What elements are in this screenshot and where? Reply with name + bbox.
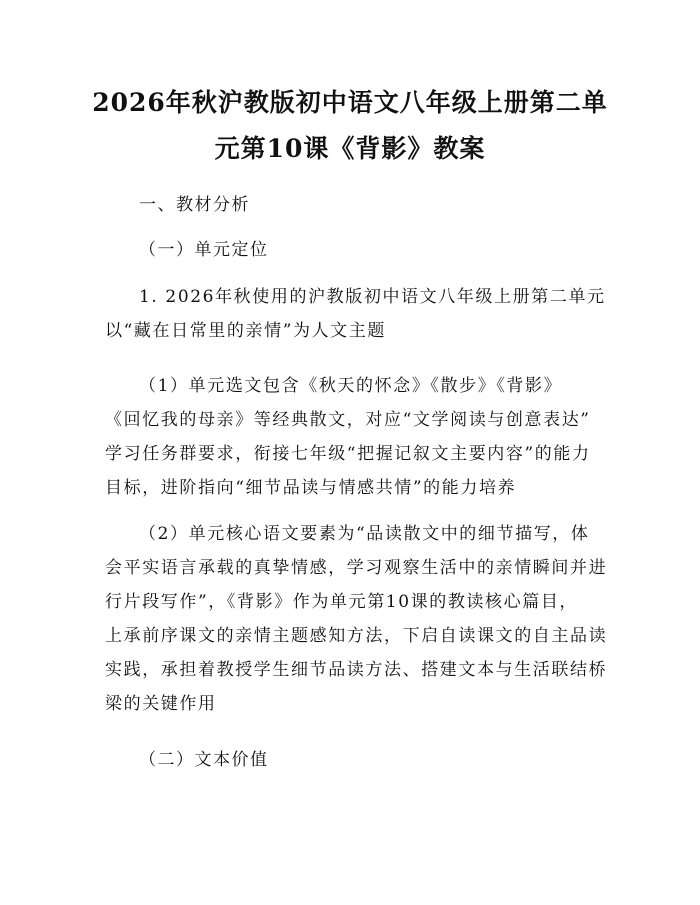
paragraph-line: 目标，进阶指向“细节品读与情感共情”的能力培养 [105,478,517,498]
paragraph-line: （2）单元核心语文要素为“品读散文中的细节描写，体 [139,524,590,544]
paragraph-line: 上承前序课文的亲情主题感知方法，下启自读课文的自主品读 [105,626,608,646]
subsection-heading-text-value: （二）文本价值 [139,750,269,770]
paragraph-line: 行片段写作”，《背影》作为单元第10课的教读核心篇目， [105,592,579,612]
paragraph-core-elements [105,517,608,721]
paragraph-line: 以“藏在日常里的亲情”为人文主题 [105,321,386,341]
paragraph-unit-theme [105,280,605,348]
paragraph-line: 实践，承担着教授学生细节品读方法、搭建文本与生活联结桥 [105,660,608,680]
paragraph-line: 梁的关键作用 [105,694,217,714]
paragraph-line: 学习任务群要求，衔接七年级“把握记叙文主要内容”的能力 [105,444,591,464]
document-title-line-1: 2026年秋沪教版初中语文八年级上册第二单 [92,88,608,117]
paragraph-line: 《回忆我的母亲》等经典散文，对应“文学阅读与创意表达” [105,410,591,430]
paragraph-line: （1）单元选文包含《秋天的怀念》《散步》《背影》 [139,376,563,396]
section-heading-textbook-analysis: 一、教材分析 [139,195,250,215]
document-title-line-2: 元第10课《背影》教案 [214,134,486,163]
subsection-heading-unit-positioning: （一）单元定位 [139,240,269,260]
paragraph-line: 会平实语言承载的真挚情感，学习观察生活中的亲情瞬间并进 [105,558,608,578]
paragraph-line: 1. 2026年秋使用的沪教版初中语文八年级上册第二单元 [139,287,606,307]
paragraph-unit-selections [105,369,605,505]
